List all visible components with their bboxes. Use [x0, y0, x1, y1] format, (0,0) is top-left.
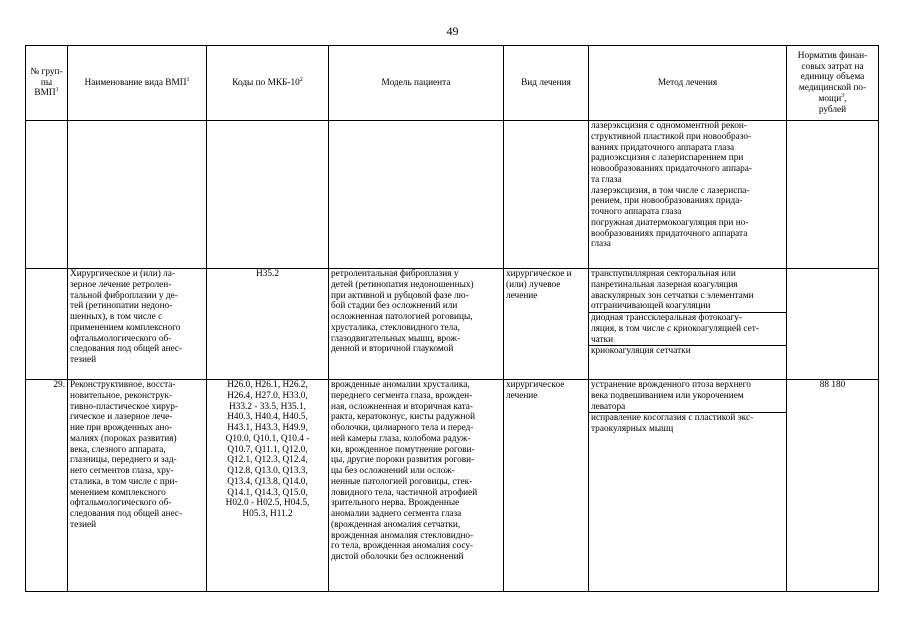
method-item: устранение врожденного птоза верхнего века подвешиванием или укорочением леватора — [591, 380, 751, 412]
table-header-row — [26, 46, 879, 121]
treatment-method-cell — [589, 380, 787, 592]
group-number-cell — [26, 121, 68, 269]
cost-norm-cell — [787, 121, 879, 269]
treatment-type-cell: хирургическое лечение — [504, 380, 589, 592]
header-treatment-method: Метод лечения — [589, 46, 787, 121]
method-item: криокоагуляция сетчатки — [589, 345, 786, 357]
treatment-method-cell — [589, 121, 787, 269]
table-row — [26, 269, 879, 380]
vmp-table — [25, 45, 879, 592]
header-vmp-name: Наименование вида ВМП$^1$ — [68, 46, 207, 121]
header-group-number: № груп- пы ВМП$^1$ — [26, 46, 68, 121]
page-number: 49 — [446, 24, 459, 38]
patient-model-cell — [329, 121, 504, 269]
vmp-name-cell: Хирургическое и (или) ла- зерное лечение ретролен- тальной фиброплазии у де- тей (ретинопатии недоно- шенных), в том числе с применением комплексного офтальмологического об- следования под общей анес- тезией — [68, 269, 207, 380]
table-row — [26, 380, 879, 592]
cost-norm-cell — [787, 269, 879, 380]
header-patient-model: Модель пациента — [329, 46, 504, 121]
icd-codes-cell: H26.0, H26.1, H26.2, H26.4, H27.0, H33.0, H33.2 - 33.5, H35.1, H40.3, H40.4, H40.5, H43.1, H43.3, H49.9, Q10.0, Q10.1, Q10.4 - Q10.7, Q11.1, Q12.0, Q12.1, Q12.3, Q12.4, Q12.8, Q13.0, Q13.3, Q13.4, Q13.8, Q14.0, Q14.1, Q14.3, Q15.0, H02.0 - H02.5, H04.5, H05.3, H11.2 — [207, 380, 329, 592]
treatment-method-cell — [589, 269, 787, 380]
header-treatment-type: Вид лечения — [504, 46, 589, 121]
method-item: диодная транссклеральная фотокоагу- ляция, в том числе с криокоагуляцией сет- чатки — [589, 312, 786, 345]
table-row — [26, 121, 879, 269]
group-number-cell: 29. — [26, 380, 68, 592]
method-item: транспупиллярная секторальная или панретинальная лазерная коагуляция аваскулярных зон сетчатки с элементами отграничивающей коагуляции — [591, 269, 754, 312]
method-item: исправление косоглазия с пластикой экс- траокулярных мышц — [589, 412, 786, 435]
header-icd-codes: Коды по МКБ-$10^2$ — [207, 46, 329, 121]
icd-codes-cell: H35.2 — [207, 269, 329, 380]
treatment-type-cell — [504, 121, 589, 269]
patient-model-cell: врожденные аномалии хрусталика, переднего сегмента глаза, врожден- ная, осложненная и вторичная ката- ракта, кератоконус, кисты радужной оболочки, цилиарного тела и перед- ней камеры глаза, колобома радуж- ки, врожденное помутнение рогови- цы, другие пороки развития рогови- цы без осложнений или ослож- ненные патологией роговицы, стек- ловидного тела, частичной атрофией зрительного нерва. Врожденные аномалии заднего сегмента глаза (врожденная аномалия сетчатки, врожденная аномалия стекловидно- го тела, врожденная аномалия сосу- дистой оболочки без осложнений — [329, 380, 504, 592]
method-item: лазерэксцизия с одномоментной рекон- структивной пластикой при новообразо- ваниях придаточного аппарата глаза радиоэксцизия с лазериспарением при новообразованиях придаточного аппара- та глаза лазерэксцизия, в том числе с лазериспа- рением, при новообразованиях прида- точного аппарата глаза погружная диатермокоагуляция при но- вообразованиях придаточного аппарата глаза — [591, 121, 752, 250]
vmp-name-cell — [68, 121, 207, 269]
icd-codes-cell — [207, 121, 329, 269]
vmp-name-cell: Реконструктивное, восста- новительное, реконструк- тивно-пластическое хирур- гическое и лазерное лече- ние при врожденных ано- малиях (пороках развития) века, слезного аппарата, глазницы, переднего и зад- него сегментов глаза, хру- сталика, в том числе с при- менением комплексного офтальмологического об- следования под общей анес- тезией — [68, 380, 207, 592]
patient-model-cell: ретролентальная фиброплазия у детей (ретинопатия недоношенных) при активной и рубцовой фазе лю- бой стадии без осложнений или осложненная патологией роговицы, хрусталика, стекловидного тела, глазодвигательных мышц, врож- денной и вторичной глаукомой — [329, 269, 504, 380]
header-cost-norm: Норматив финан- совых затрат на единицу объема медицинской по- мощи$^3$, рублей — [787, 46, 879, 121]
group-number-cell — [26, 269, 68, 380]
cost-norm-cell: 88 180 — [787, 380, 879, 592]
treatment-type-cell: хирургическое и (или) лучевое лечение — [504, 269, 589, 380]
